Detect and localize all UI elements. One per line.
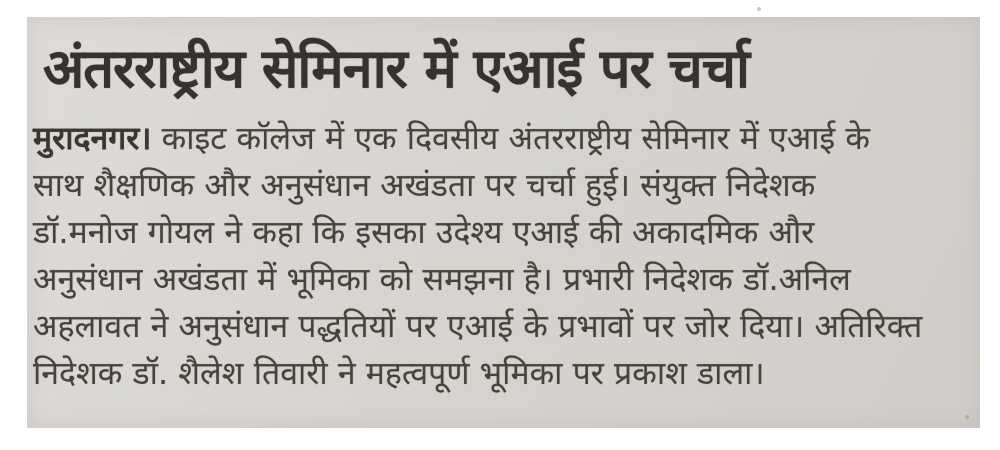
newspaper-clipping <box>27 17 980 428</box>
body-line-2: साथ शैक्षणिक और अनुसंधान अखंडता पर चर्चा हुई। संयुक्त निदेशक <box>33 166 816 204</box>
dateline: मुरादनगर। <box>33 119 152 157</box>
body-line-3: डॉ.मनोज गोयल ने कहा कि इसका उदेश्य एआई की अकादमिक और <box>33 213 815 251</box>
paper-speck <box>965 415 969 419</box>
paper-speck <box>757 7 761 11</box>
article-headline: अंतरराष्ट्रीय सेमिनार में एआई पर चर्चा <box>43 37 750 100</box>
body-line-1 <box>33 115 977 162</box>
body-line-4: अनुसंधान अखंडता में भूमिका को समझना है। प्रभारी निदेशक डॉ.अनिल <box>33 260 851 298</box>
body-line-6: निदेशक डॉ. शैलेश तिवारी ने महत्वपूर्ण भूमिका पर प्रकाश डाला। <box>33 354 765 392</box>
body-line-5: अहलावत ने अनुसंधान पद्धतियों पर एआई के प्रभावों पर जोर दिया। अतिरिक्त <box>33 307 923 345</box>
body-line-1-text: काइट कॉलेज में एक दिवसीय अंतरराष्ट्रीय सेमिनार में एआई के <box>151 119 870 157</box>
article-body <box>33 115 977 397</box>
